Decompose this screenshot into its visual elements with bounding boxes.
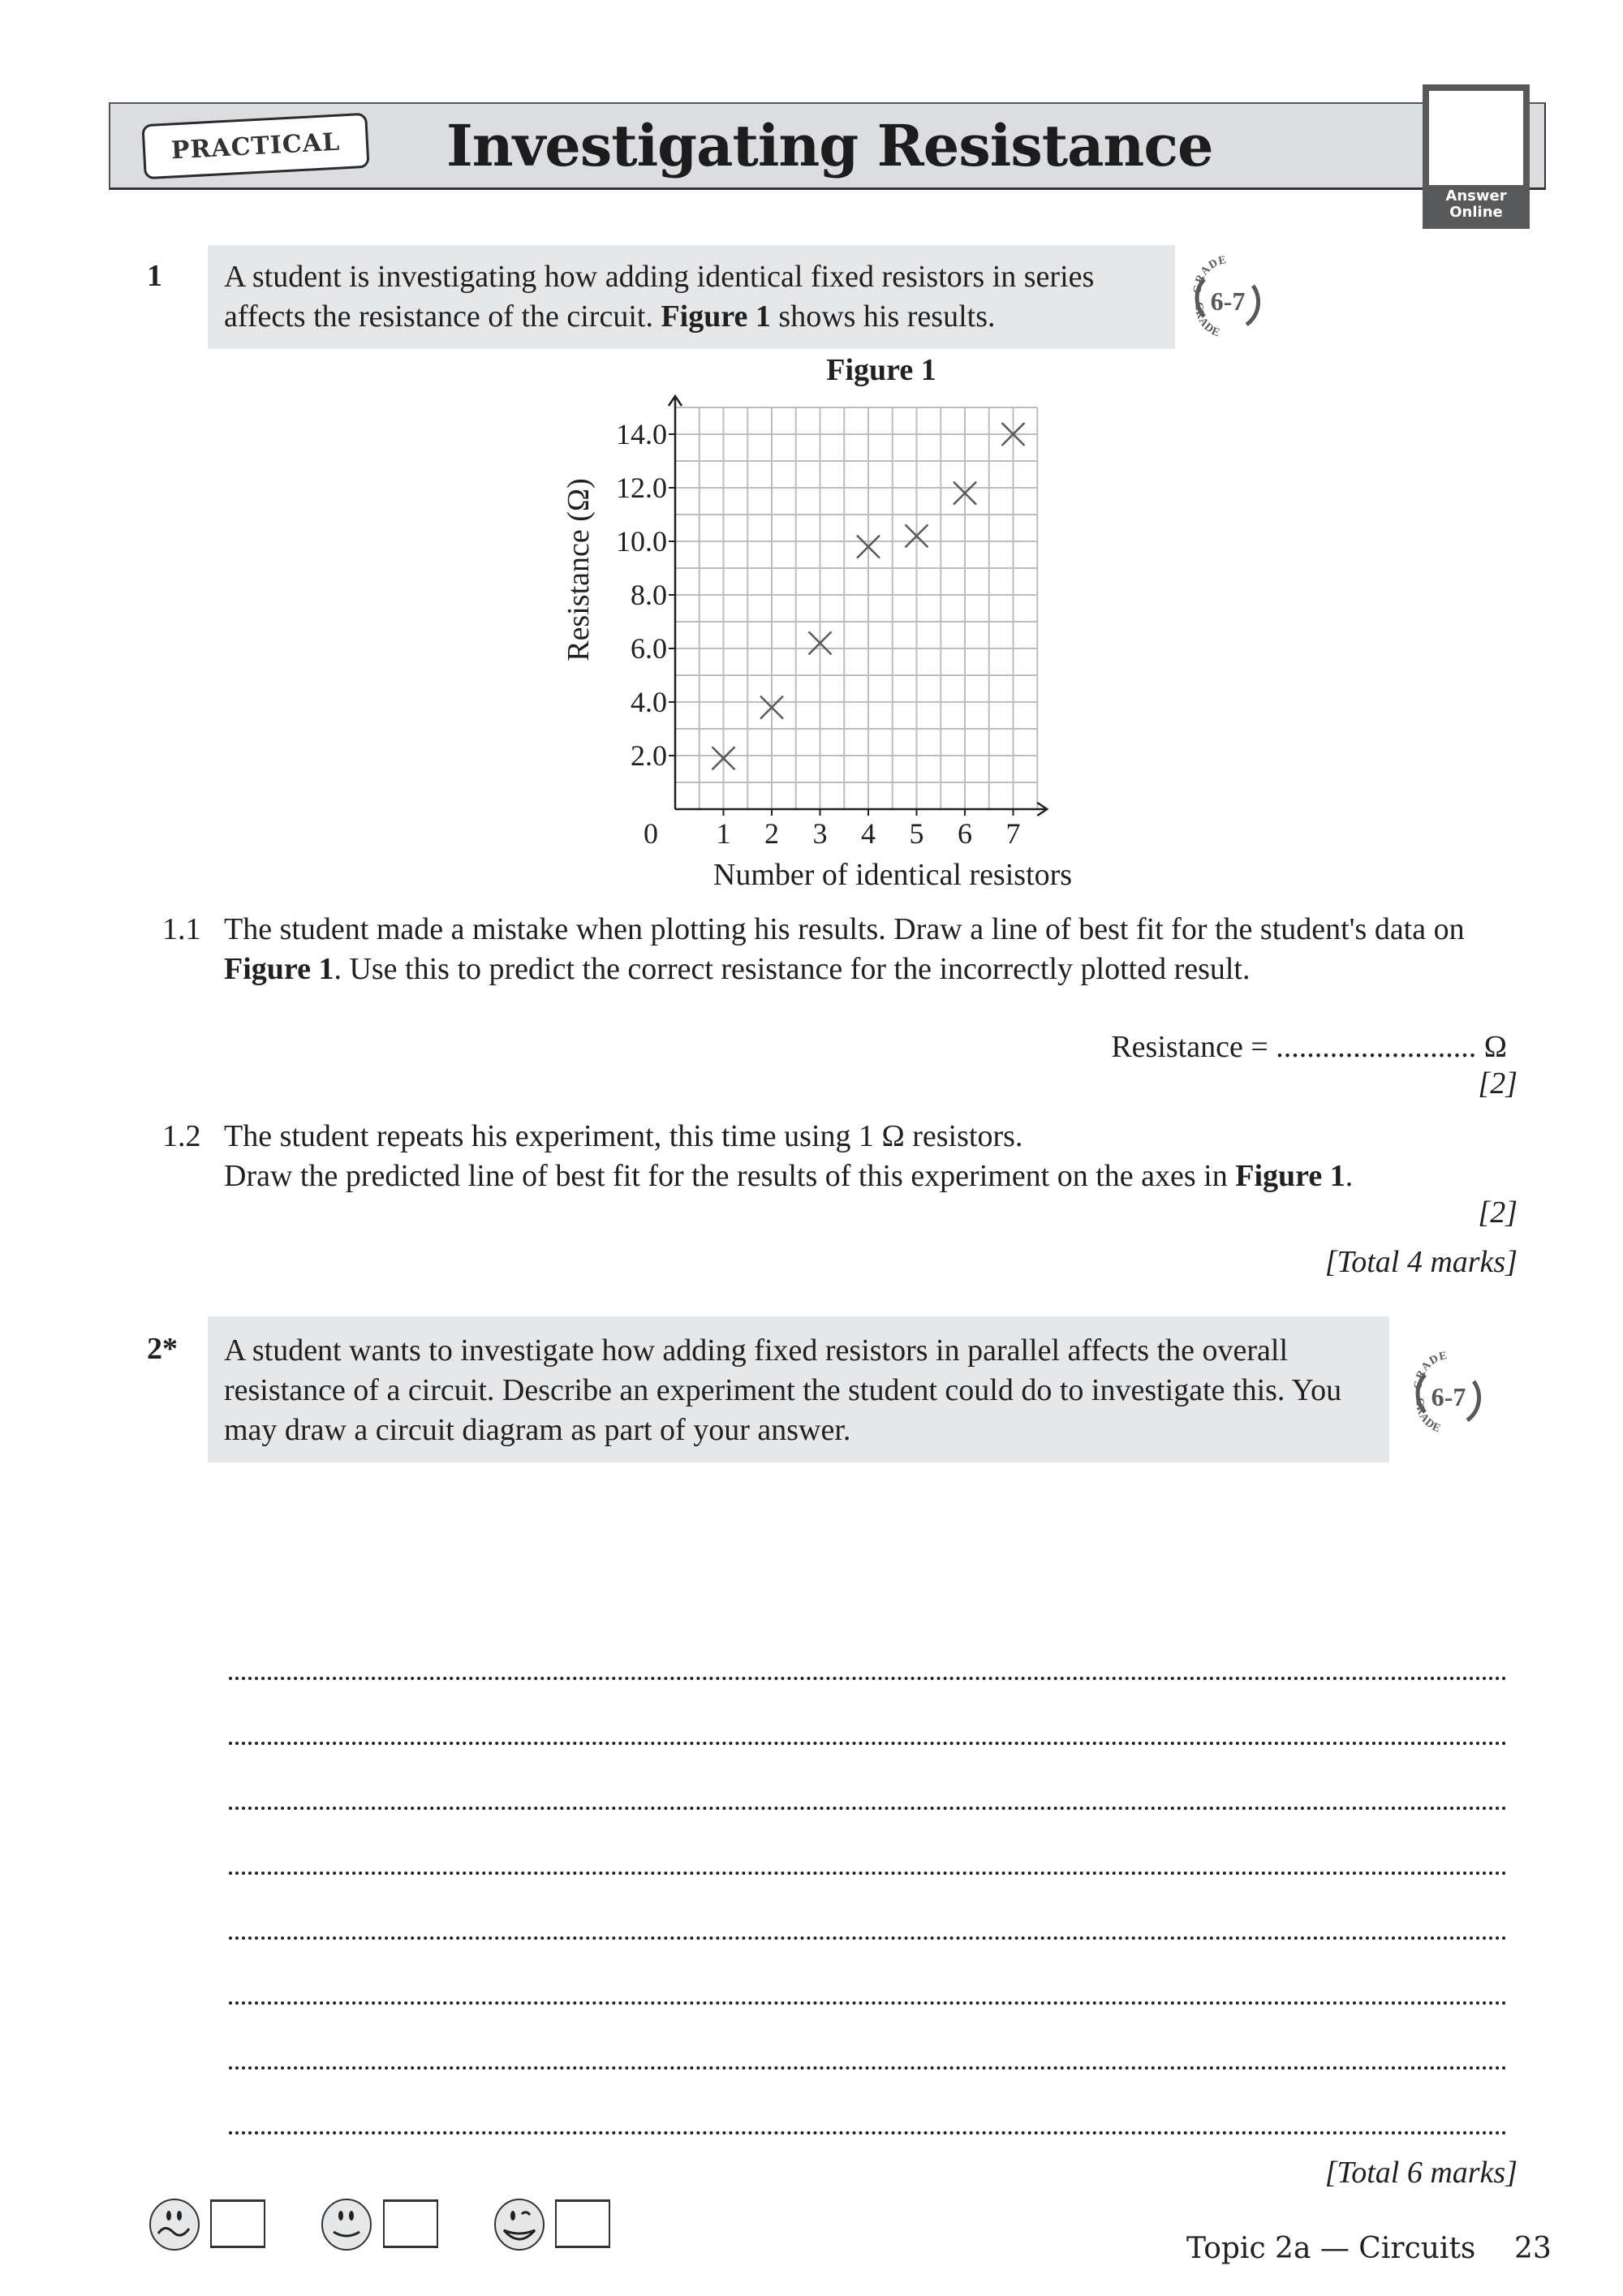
footer-topic: Topic 2a — Circuits [1186,2232,1476,2265]
answer-online-label: Answer Online [1445,187,1507,221]
svg-text:GRADE: GRADE [1192,301,1222,340]
answer-line[interactable] [229,2131,1507,2134]
total-marks-label: [Total 6 marks] [1324,2156,1518,2190]
self-assessment-checkbox[interactable] [555,2199,610,2248]
answer-blank[interactable]: .......................... [1276,1030,1477,1064]
svg-text:GRADE: GRADE [1413,1397,1443,1436]
y-tick-label: 12.0 [616,472,667,504]
svg-text:6-7: 6-7 [1431,1382,1466,1411]
answer-online-box[interactable] [1423,84,1530,229]
question1-text: A student is investigating how adding identical fixed resistors in series affects the resistance of the circuit. Figure 1 shows his results. [224,260,1095,334]
answer-line[interactable] [229,1807,1507,1810]
y-tick-label: 6.0 [631,632,667,665]
chart-grid [675,407,1037,809]
x-tick-label: 7 [1005,817,1021,850]
y-tick-label: 14.0 [616,418,667,450]
answer-checkbox[interactable] [1429,91,1523,185]
page-title: Investigating Resistance [446,111,1213,179]
grade-badge [1404,1347,1493,1437]
answer-line[interactable] [229,2001,1507,2005]
x-axis-label: Number of identical resistors [712,858,1073,892]
x-tick-label: 2 [764,817,779,850]
confused-face-icon [149,2198,200,2251]
wink-face-icon [493,2198,545,2251]
answer-line[interactable] [229,2066,1507,2070]
x-tick-label: 3 [812,817,828,850]
x-tick-label: 0 [644,817,658,850]
y-tick-label: 2.0 [631,739,667,772]
chart-title: Figure 1 [826,353,936,387]
subquestion-1-2-text: The student repeats his experiment, this time using 1 Ω resistors. Draw the predicted line of best fit for the results of this experiment on the axes in Figure 1. [224,1119,1354,1193]
question-number: 1 [147,259,162,293]
x-tick-label: 5 [909,817,924,850]
marks-label: [2] [1478,1066,1518,1101]
smile-face-icon [321,2198,372,2251]
svg-text:GRADE: GRADE [1191,253,1229,295]
figure1-chart [552,349,1120,901]
self-assessment-checkbox[interactable] [383,2199,438,2248]
self-assessment-checkbox[interactable] [210,2199,265,2248]
x-tick-label: 6 [958,817,972,850]
question-number: 2* [147,1332,178,1366]
y-tick-label: 10.0 [616,525,667,558]
y-tick-labels [616,418,675,772]
y-tick-label: 4.0 [631,686,667,718]
total-marks-label: [Total 4 marks] [1324,1245,1518,1279]
grade-badge [1183,252,1272,341]
y-axis-label: Resistance (Ω) [562,478,596,661]
subquestion-1-1-text: The student made a mistake when plotting his results. Draw a line of best fit for the student's data on Figure 1. Use this to predict the correct resistance for the incorrectly plotted result. [224,912,1465,986]
svg-text:6-7: 6-7 [1210,286,1246,316]
x-tick-label: 1 [716,817,731,850]
page-number: 23 [1514,2232,1552,2265]
marks-label: [2] [1478,1195,1518,1230]
answer-line[interactable] [229,1677,1507,1680]
chart-axes [669,396,1047,816]
answer-line[interactable] [229,1872,1507,1875]
subquestion-number: 1.2 [162,1119,201,1153]
practical-badge: PRACTICAL [141,113,369,179]
svg-text:GRADE: GRADE [1412,1349,1449,1390]
y-tick-label: 8.0 [631,579,667,611]
answer-line[interactable] [229,1936,1507,1940]
subquestion-number: 1.1 [162,912,201,946]
x-tick-label: 4 [861,817,876,850]
resistance-answer-field[interactable]: Resistance = .......................... Ω [1111,1030,1507,1064]
x-tick-labels [644,809,1021,850]
question2-text: A student wants to investigate how adding fixed resistors in parallel affects the overall resistance of a circuit. Describe an experiment the student could do to investigate this. You may draw a circuit diagram as part of your answer. [224,1333,1342,1447]
answer-line[interactable] [229,1742,1507,1745]
